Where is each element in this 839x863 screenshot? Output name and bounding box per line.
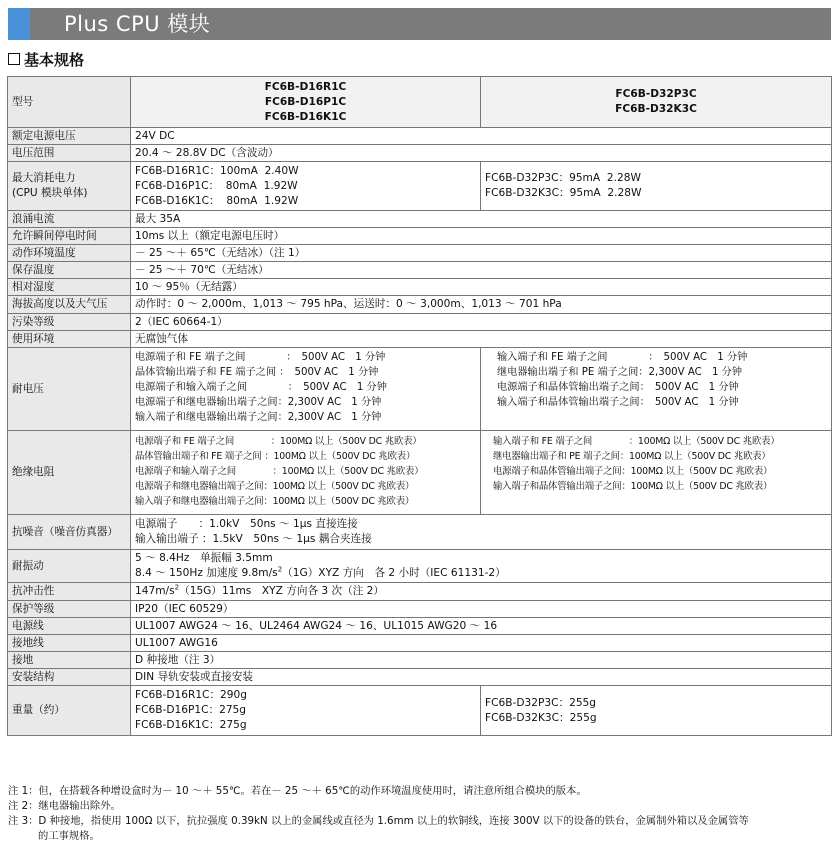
footnotes	[8, 784, 834, 844]
table-row: 电压范围 20.4 ～ 28.8V DC（含波动）	[8, 145, 832, 162]
table-row: 抗噪音（噪音仿真器） 电源端子 ：1.0kV 50ns ～ 1μs 直接连接 输入输出端子 ：1.5kV 50ns ～ 1μs 耦合夹连接	[8, 515, 832, 550]
page-title: Plus CPU 模块	[64, 12, 211, 36]
table-row: 耐振动 5 ～ 8.4Hz 单振幅 3.5mm 8.4 ～ 150Hz 加速度 $9.8m/s^2(1G)XYZ$ 方向 各 2 小时（IEC 61131-2）	[8, 550, 832, 583]
table-row: 额定电源电压 24V DC	[8, 128, 832, 145]
table-row: 允许瞬间停电时间 10ms 以上（额定电源电压时）	[8, 228, 832, 245]
section-title: 基本规格	[24, 51, 85, 69]
table-row: 电源线 UL1007 AWG24 ～ 16、UL2464 AWG24 ～ 16、UL1015 AWG20 ～ 16	[8, 618, 832, 635]
model-col-2: FC6B-D32P3C FC6B-D32K3C	[481, 77, 832, 128]
row-label: 型号	[8, 77, 131, 128]
page-banner	[8, 8, 831, 40]
table-row-insulation: 绝缘电阻 电源端子和 FE 端子之间 ：100MΩ 以上（500V DC 兆欧表） 晶体管输出端子和 FE 端子之间 ：100MΩ 以上（500V DC 兆欧表） 电源端子和输入端子之间 ：100MΩ 以上（500V DC 兆欧表） 电源端子和继电器输出端子之间：100MΩ 以上（500V DC 兆欧表） 输入端子和继电器输出端子之间：100MΩ 以上（500V DC 兆欧表） 输入端子和 FE 端子之间 ：100MΩ 以上（500V DC 兆欧表） 继电器输出端子和 PE 端子之间：100MΩ 以上（500V DC 兆欧表） 电源端子和晶体管输出端子之间：100MΩ 以上（500V DC 兆欧表） 输入端子和晶体管输出端子之间：100MΩ 以上（500V DC 兆欧表）	[8, 431, 832, 515]
table-row: 保护等级 IP20（IEC 60529）	[8, 601, 832, 618]
table-row: 接地线 UL1007 AWG16	[8, 635, 832, 652]
checkbox-square-icon	[8, 53, 20, 65]
table-row-model	[8, 77, 832, 128]
table-row: 使用环境 无腐蚀气体	[8, 331, 832, 348]
table-row: 安装结构 DIN 导轨安装或直接安装	[8, 669, 832, 686]
table-row: 接地 D 种接地（注 3）	[8, 652, 832, 669]
footnote-3-continued: 的工事规格。	[38, 830, 100, 842]
section-heading	[8, 50, 84, 70]
spec-table	[7, 76, 832, 736]
banner-accent-bar	[8, 8, 30, 40]
table-row: 抗冲击性 $147m/s^2(15G)11ms$ XYZ 方向各 3 次（注 2）	[8, 583, 832, 601]
table-row: 动作环境温度 － 25 ～＋ 65℃（无结冰）（注 1）	[8, 245, 832, 262]
table-row-dielectric: 耐电压 电源端子和 FE 端子之间 ： 500V AC 1 分钟 晶体管输出端子和 FE 端子之间 ： 500V AC 1 分钟 电源端子和输入端子之间 ： 500V AC 1 分钟 电源端子和继电器输出端子之间：2,300V AC 1 分钟 输入端子和继电器输出端子之间：2,300V AC 1 分钟 输入端子和 FE 端子之间 ： 500V AC 1 分钟 继电器输出端子和 PE 端子之间：2,300V AC 1 分钟 电源端子和晶体管输出端子之间： 500V AC 1 分钟 输入端子和晶体管输出端子之间： 500V AC 1 分钟	[8, 348, 832, 431]
footnote-3: 注 3：D 种接地，指使用 100Ω 以下，抗拉强度 0.39kN 以上的金属线或直径为 1.6mm 以上的软铜线，连接 300V 以下的设备的铁台，金属制外箱以及金属管等	[8, 815, 749, 827]
table-row: 海拔高度以及大气压 动作时：0 ～ 2,000m、1,013 ～ 795 hPa、运送时：0 ～ 3,000m、1,013 ～ 701 hPa	[8, 296, 832, 314]
table-row: 污染等级 2（IEC 60664-1）	[8, 314, 832, 331]
footnote-1: 注 1：但，在搭载各种增设盒时为－ 10 ～＋ 55℃。若在－ 25 ～＋ 65℃的动作环境温度使用时，请注意所组合模块的版本。	[8, 785, 587, 797]
table-row: 相对湿度 10 ～ 95％（无结露）	[8, 279, 832, 296]
table-row-weight: 重量（约） FC6B-D16R1C：290g FC6B-D16P1C：275g FC6B-D16K1C：275g FC6B-D32P3C：255g FC6B-D32K3C：255g	[8, 686, 832, 736]
model-col-1: FC6B-D16R1C FC6B-D16P1C FC6B-D16K1C	[131, 77, 481, 128]
table-row: 最大消耗电力 (CPU 模块单体) FC6B-D16R1C：100mA 2.40W FC6B-D16P1C： 80mA 1.92W FC6B-D16K1C： 80mA 1.92W FC6B-D32P3C：95mA 2.28W FC6B-D32K3C：95mA 2.28W	[8, 162, 832, 211]
table-row: 保存温度 － 25 ～＋ 70℃（无结冰）	[8, 262, 832, 279]
table-row: 浪涌电流 最大 35A	[8, 211, 832, 228]
footnote-2: 注 2：继电器输出除外。	[8, 800, 121, 812]
